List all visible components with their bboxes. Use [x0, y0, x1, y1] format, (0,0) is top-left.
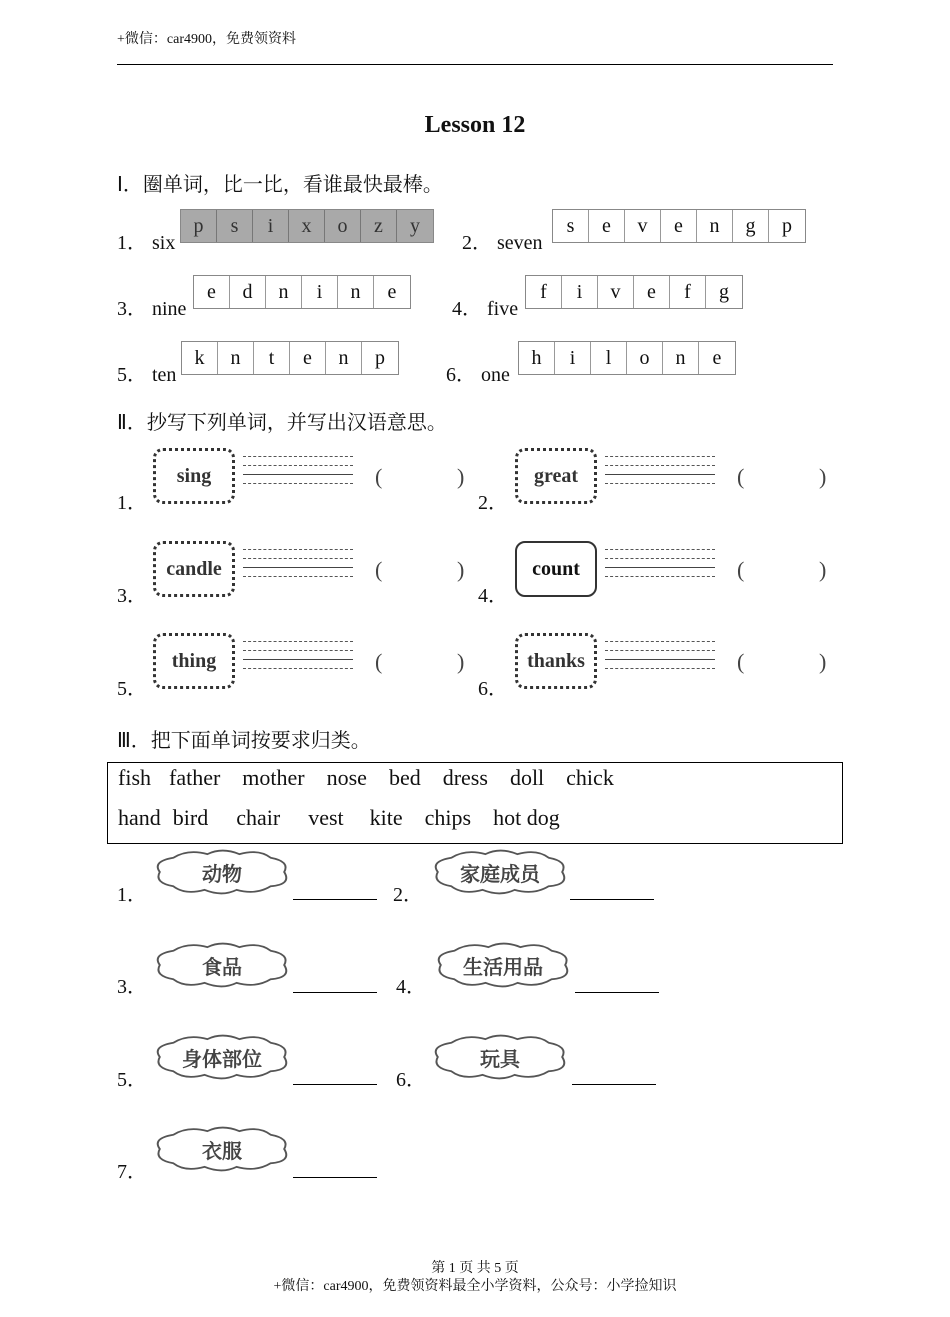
section3-item-number: 7．: [117, 1161, 147, 1183]
word-list-row-2: [118, 805, 560, 831]
copy-lines[interactable]: [243, 456, 353, 496]
letter-grid: [525, 275, 743, 309]
letter-cell[interactable]: e: [589, 210, 625, 242]
section2-item-number: 6．: [478, 678, 508, 700]
answer-blank[interactable]: [293, 1084, 377, 1085]
letter-grid: [180, 209, 434, 243]
letter-cell[interactable]: n: [663, 342, 699, 374]
word-card: sing: [153, 448, 235, 504]
letter-cell[interactable]: x: [289, 210, 325, 242]
answer-blank[interactable]: [575, 992, 659, 993]
letter-cell[interactable]: g: [719, 280, 729, 303]
section2-item-number: 4．: [478, 585, 508, 607]
section3-item-number: 1．: [117, 884, 147, 906]
letter-cell[interactable]: n: [338, 276, 374, 308]
word-card: thing: [153, 633, 235, 689]
section3-item-number: 3．: [117, 976, 147, 998]
letter-cell[interactable]: s: [553, 210, 589, 242]
paren-close: ): [457, 649, 465, 674]
copy-lines[interactable]: [605, 456, 715, 496]
letter-grid: [518, 341, 736, 375]
letter-cell[interactable]: g: [733, 210, 769, 242]
letter-cell[interactable]: p: [782, 214, 792, 237]
letter-cell[interactable]: e: [290, 342, 326, 374]
word-list-row-1: [118, 765, 614, 791]
letter-cell[interactable]: p: [375, 346, 385, 369]
section3-item-number: 4．: [396, 976, 426, 998]
letter-cell[interactable]: e: [194, 276, 230, 308]
section1-item-label: 6． one: [446, 364, 510, 386]
section2-item-number: 1．: [117, 492, 147, 514]
letter-cell[interactable]: i: [555, 342, 591, 374]
word-list-item: dress: [442, 765, 488, 790]
section2-heading: Ⅱ．抄写下列单词，并写出汉语意思。: [117, 410, 447, 434]
section1-item-label: 2． seven: [462, 232, 543, 254]
answer-blank[interactable]: [293, 899, 377, 900]
category-cloud: [152, 940, 292, 990]
category-label: 生活用品: [463, 954, 543, 979]
category-label: 玩具: [480, 1046, 520, 1071]
paren-open: (: [737, 557, 745, 582]
word-list-item: vest: [308, 805, 344, 830]
answer-blank[interactable]: [572, 1084, 656, 1085]
word-list-item: chips: [424, 805, 472, 830]
paren-open: (: [375, 649, 383, 674]
section1-item-label: 5． ten: [117, 364, 177, 386]
section1-item-label: 1． six: [117, 232, 176, 254]
letter-cell[interactable]: z: [361, 210, 397, 242]
paren-close: ): [819, 557, 827, 582]
letter-cell[interactable]: i: [562, 276, 598, 308]
copy-lines[interactable]: [243, 549, 353, 589]
header-rule: [117, 64, 833, 65]
category-cloud: [430, 1032, 570, 1082]
word-list-item: doll: [509, 765, 545, 790]
letter-cell[interactable]: y: [410, 214, 420, 237]
letter-cell[interactable]: d: [230, 276, 266, 308]
category-label: 家庭成员: [460, 861, 540, 886]
category-cloud: [152, 847, 292, 897]
category-label: 食品: [202, 954, 242, 979]
paren-close: ): [457, 464, 465, 489]
section3-item-number: 6．: [396, 1069, 426, 1091]
category-cloud: [152, 1032, 292, 1082]
word-card: count: [515, 541, 597, 597]
header-text: +微信：car4900，免费领资料: [117, 32, 296, 47]
letter-cell[interactable]: n: [326, 342, 362, 374]
copy-lines[interactable]: [605, 549, 715, 589]
page-title: Lesson 12: [424, 112, 526, 138]
paren-close: ): [457, 557, 465, 582]
letter-cell[interactable]: t: [254, 342, 290, 374]
paren-open: (: [737, 649, 745, 674]
paren-open: (: [375, 464, 383, 489]
section3-heading: Ⅲ．把下面单词按要求归类。: [117, 728, 371, 752]
letter-cell[interactable]: k: [182, 342, 218, 374]
letter-cell[interactable]: f: [526, 276, 562, 308]
category-label: 身体部位: [182, 1046, 262, 1071]
word-list-item: father: [169, 765, 221, 790]
section3-item-number: 2．: [393, 884, 423, 906]
letter-cell[interactable]: n: [697, 210, 733, 242]
word-list-item: mother: [242, 765, 305, 790]
copy-lines[interactable]: [605, 641, 715, 681]
answer-blank[interactable]: [293, 1177, 377, 1178]
letter-cell[interactable]: o: [627, 342, 663, 374]
word-card: thanks: [515, 633, 597, 689]
footer-page-number: 第 1 页 共 5 页: [431, 1261, 519, 1276]
section2-item-number: 3．: [117, 585, 147, 607]
footer-text: +微信：car4900，免费领资料最全小学资料，公众号：小学捡知识: [273, 1279, 677, 1294]
paren-close: ): [819, 649, 827, 674]
letter-grid: [181, 341, 399, 375]
letter-cell[interactable]: e: [712, 346, 722, 369]
word-card: candle: [153, 541, 235, 597]
letter-cell[interactable]: i: [253, 210, 289, 242]
word-list-item: fish: [118, 765, 151, 790]
letter-cell[interactable]: e: [661, 210, 697, 242]
word-list-item: chick: [566, 765, 614, 790]
answer-blank[interactable]: [293, 992, 377, 993]
letter-cell[interactable]: i: [302, 276, 338, 308]
section1-item-label: 3． nine: [117, 298, 187, 320]
paren-open: (: [737, 464, 745, 489]
letter-cell[interactable]: h: [519, 342, 555, 374]
letter-cell[interactable]: f: [670, 276, 706, 308]
section2-item-number: 5．: [117, 678, 147, 700]
paren-close: ): [819, 464, 827, 489]
section2-item-number: 2．: [478, 492, 508, 514]
letter-cell[interactable]: s: [217, 210, 253, 242]
word-list-item: bird: [172, 805, 209, 830]
word-list-item: bed: [388, 765, 421, 790]
copy-lines[interactable]: [243, 641, 353, 681]
category-label: 衣服: [202, 1138, 242, 1163]
letter-cell[interactable]: n: [266, 276, 302, 308]
category-label: 动物: [202, 861, 242, 886]
paren-open: (: [375, 557, 383, 582]
letter-cell[interactable]: e: [387, 280, 397, 303]
letter-grid: [193, 275, 411, 309]
letter-cell[interactable]: e: [634, 276, 670, 308]
word-card: great: [515, 448, 597, 504]
category-cloud: [430, 847, 570, 897]
letter-grid: [552, 209, 806, 243]
word-list-box: [107, 762, 843, 844]
letter-cell[interactable]: o: [325, 210, 361, 242]
letter-cell[interactable]: n: [218, 342, 254, 374]
answer-blank[interactable]: [570, 899, 654, 900]
word-list-item: hot dog: [493, 805, 560, 830]
word-list-item: kite: [369, 805, 403, 830]
letter-cell[interactable]: p: [181, 210, 217, 242]
category-cloud: [433, 940, 573, 990]
section3-item-number: 5．: [117, 1069, 147, 1091]
letter-cell[interactable]: l: [591, 342, 627, 374]
letter-cell[interactable]: v: [598, 276, 634, 308]
word-list-item: nose: [326, 765, 367, 790]
word-list-item: chair: [236, 805, 281, 830]
letter-cell[interactable]: v: [625, 210, 661, 242]
section1-heading: I．圈单词，比一比，看谁最快最棒。: [117, 172, 443, 196]
category-cloud: [152, 1124, 292, 1174]
word-list-item: hand: [118, 805, 161, 830]
section1-item-label: 4． five: [452, 298, 519, 320]
